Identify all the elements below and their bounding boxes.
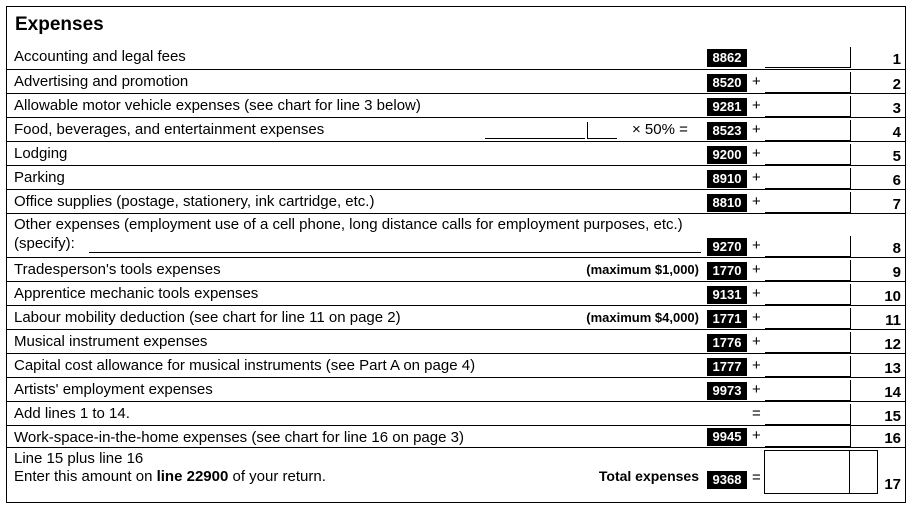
cents-divider	[850, 356, 851, 377]
table-row	[7, 141, 905, 165]
line-code-9973: 9973	[707, 382, 747, 400]
cents-divider	[850, 144, 851, 165]
table-row	[7, 447, 905, 503]
table-row	[7, 281, 905, 305]
line-12-amount-field[interactable]	[765, 332, 851, 353]
line-12-label: Musical instrument expenses	[14, 333, 208, 350]
line-6-label: Parking	[14, 169, 65, 186]
line-1-label: Accounting and legal fees	[14, 48, 186, 65]
plus-sign: +	[752, 73, 761, 90]
line-14-label: Artists' employment expenses	[14, 381, 213, 398]
line-code-8520: 8520	[707, 74, 747, 92]
line-number: 4	[892, 124, 901, 141]
line-8-label: Other expenses (employment use of a cell phone, long distance calls for employment purposes, etc.)	[14, 216, 683, 233]
line-number: 15	[884, 408, 901, 425]
line-number: 11	[885, 312, 901, 329]
line-code-9200: 9200	[707, 146, 747, 164]
specify-field[interactable]	[89, 252, 701, 253]
line-number: 14	[884, 384, 901, 401]
line-number: 16	[884, 430, 901, 447]
line-code-1770: 1770	[707, 262, 747, 280]
plus-sign: +	[752, 309, 761, 326]
line-number: 10	[884, 288, 901, 305]
food-cents-field[interactable]	[587, 138, 617, 139]
line-number: 5	[892, 148, 901, 165]
line-11-amount-field[interactable]	[765, 308, 851, 329]
line-6-amount-field[interactable]	[765, 168, 851, 189]
field-divider	[587, 122, 588, 138]
line-8-amount-field[interactable]	[765, 236, 851, 257]
cents-divider	[850, 260, 851, 281]
line-8-specify: (specify):	[14, 235, 75, 252]
plus-sign: +	[752, 145, 761, 162]
line-15-amount-field[interactable]	[765, 404, 851, 425]
table-row	[7, 117, 905, 141]
total-expenses-field[interactable]	[764, 450, 878, 494]
plus-sign: +	[752, 237, 761, 254]
food-amount-field[interactable]	[485, 138, 585, 139]
equals-sign: =	[752, 469, 761, 486]
cents-divider	[850, 72, 851, 93]
total-expenses-label: Total expenses	[598, 468, 699, 484]
cents-divider	[850, 168, 851, 189]
line-16-label: Work-space-in-the-home expenses (see chart for line 16 on page 3)	[14, 429, 464, 446]
line-10-amount-field[interactable]	[765, 284, 851, 305]
table-row	[7, 45, 905, 69]
line-10-label: Apprentice mechanic tools expenses	[14, 285, 259, 302]
line-code-9945: 9945	[707, 428, 747, 446]
cents-divider	[850, 308, 851, 329]
table-row	[7, 353, 905, 377]
plus-sign: +	[752, 169, 761, 186]
cents-divider	[850, 404, 851, 425]
table-row	[7, 377, 905, 401]
line-number: 3	[892, 100, 901, 117]
line-3-amount-field[interactable]	[765, 96, 851, 117]
plus-sign: +	[752, 121, 761, 138]
line-14-amount-field[interactable]	[765, 380, 851, 401]
line-code-9270: 9270	[707, 238, 747, 256]
line-4-label: Food, beverages, and entertainment expenses	[14, 121, 325, 138]
line-number: 2	[892, 76, 901, 93]
line-code-1776: 1776	[707, 334, 747, 352]
line-17-enter-note	[14, 468, 326, 485]
line-5-amount-field[interactable]	[765, 144, 851, 165]
maximum-note: (maximum $4,000)	[586, 310, 699, 325]
line-7-label: Office supplies (postage, stationery, ink cartridge, etc.)	[14, 193, 375, 210]
line-number: 7	[892, 196, 901, 213]
line-code-1771: 1771	[707, 310, 747, 328]
plus-sign: +	[752, 427, 761, 444]
line-number: 12	[884, 336, 901, 353]
line-1-amount-field[interactable]	[765, 47, 851, 68]
expenses-form	[6, 6, 906, 503]
line-ref: line 22900	[156, 468, 229, 485]
table-row	[7, 425, 905, 447]
line-number: 6	[892, 172, 901, 189]
plus-sign: +	[752, 357, 761, 374]
table-row	[7, 69, 905, 93]
line-15-label: Add lines 1 to 14.	[14, 405, 130, 422]
line-7-amount-field[interactable]	[765, 192, 851, 213]
line-code-9368: 9368	[707, 471, 747, 489]
plus-sign: +	[752, 333, 761, 350]
cents-divider	[850, 236, 851, 257]
line-number: 8	[892, 240, 901, 257]
line-2-amount-field[interactable]	[765, 72, 851, 93]
line-code-8810: 8810	[707, 194, 747, 212]
cents-divider	[850, 332, 851, 353]
line-5-label: Lodging	[14, 145, 68, 162]
equals-sign: =	[752, 405, 761, 422]
table-row	[7, 305, 905, 329]
cents-divider	[850, 380, 851, 401]
line-code-9281: 9281	[707, 98, 747, 116]
enter-text: Enter this amount on	[14, 468, 157, 485]
cents-divider	[850, 96, 851, 117]
cents-divider	[850, 284, 851, 305]
table-row	[7, 257, 905, 281]
cents-divider	[850, 120, 851, 141]
line-number: 9	[892, 264, 901, 281]
line-16-amount-field[interactable]	[765, 426, 851, 447]
cents-divider	[850, 192, 851, 213]
line-17-instruction: Line 15 plus line 16	[14, 450, 144, 467]
section-title: Expenses	[15, 14, 104, 35]
table-row	[7, 93, 905, 117]
table-row	[7, 329, 905, 353]
cents-divider	[849, 451, 850, 493]
line-2-label: Advertising and promotion	[14, 73, 189, 90]
line-4-amount-field[interactable]	[765, 120, 851, 141]
table-row	[7, 189, 905, 213]
plus-sign: +	[752, 261, 761, 278]
table-row	[7, 165, 905, 189]
table-row	[7, 213, 905, 257]
line-number: 17	[884, 476, 901, 493]
cents-divider	[850, 47, 851, 68]
line-code-1777: 1777	[707, 358, 747, 376]
cents-divider	[850, 426, 851, 447]
line-code-8862: 8862	[707, 49, 747, 67]
line-13-amount-field[interactable]	[765, 356, 851, 377]
line-number: 1	[892, 51, 901, 68]
line-13-label: Capital cost allowance for musical instruments (see Part A on page 4)	[14, 357, 476, 374]
fifty-percent-factor: × 50% =	[632, 121, 688, 138]
enter-text-end: of your return.	[228, 468, 326, 485]
line-code-8523: 8523	[707, 122, 747, 140]
maximum-note: (maximum $1,000)	[586, 262, 699, 277]
line-3-label: Allowable motor vehicle expenses (see chart for line 3 below)	[14, 97, 421, 114]
line-9-amount-field[interactable]	[765, 260, 851, 281]
line-11-label: Labour mobility deduction (see chart for line 11 on page 2)	[14, 309, 401, 326]
table-row	[7, 401, 905, 425]
line-code-9131: 9131	[707, 286, 747, 304]
plus-sign: +	[752, 381, 761, 398]
line-9-label: Tradesperson's tools expenses	[14, 261, 221, 278]
line-code-8910: 8910	[707, 170, 747, 188]
plus-sign: +	[752, 285, 761, 302]
plus-sign: +	[752, 193, 761, 210]
plus-sign: +	[752, 97, 761, 114]
line-number: 13	[884, 360, 901, 377]
